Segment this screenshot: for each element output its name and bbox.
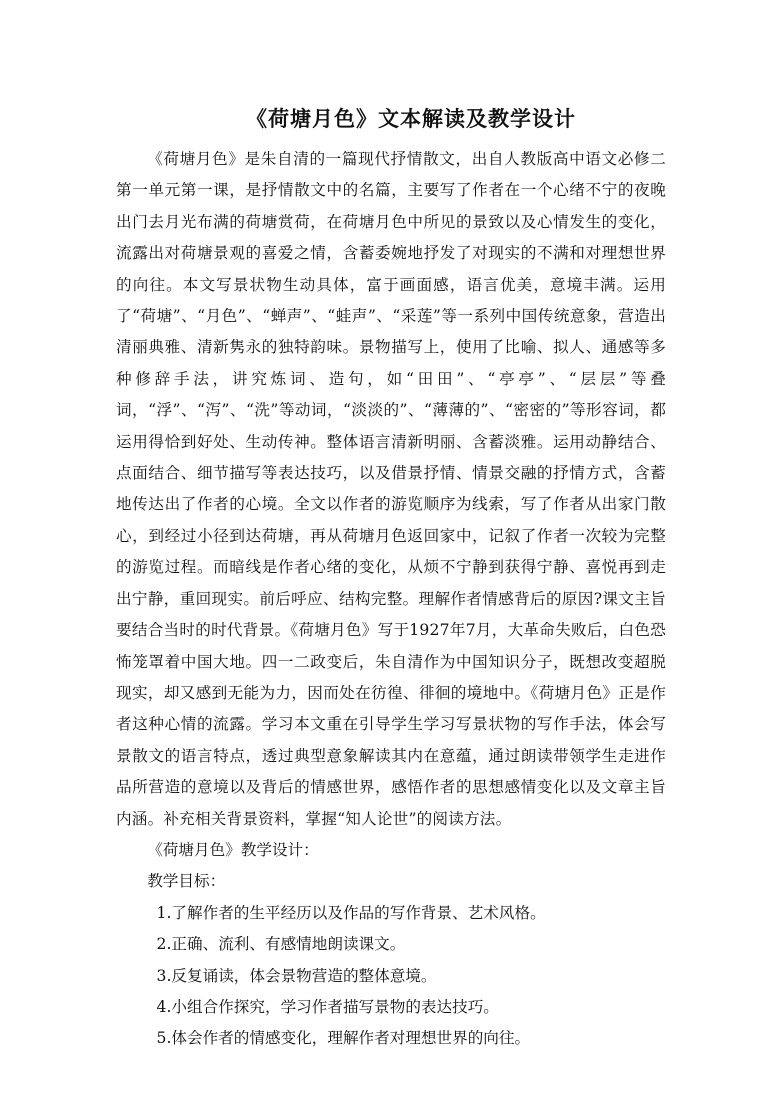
- document-title: 《荷塘月色》文本解读及教学设计: [246, 106, 576, 131]
- goal-item-2: 2.正确、流利、有感情地朗读课文。: [156, 935, 406, 954]
- design-heading: 《荷塘月色》教学设计：: [147, 840, 319, 859]
- goals-heading: 教学目标：: [147, 872, 226, 891]
- goal-item-4: 4.小组合作探究，学习作者描写景物的表达技巧。: [156, 997, 499, 1016]
- goal-item-3: 3.反复诵读，体会景物营造的整体意境。: [156, 966, 437, 985]
- body-paragraph: 《荷塘月色》是朱自清的一篇现代抒情散文，出自人教版高中语文必修二第一单元第一课，是抒情散文中的名篇，主要写了作者在一个心绪不宁的夜晚出门去月光布满的荷塘赏荷，在荷塘月色中所见的景致以及心情发生的变化，流露出对荷塘景观的喜爱之情，含蓄委婉地抒发了对现实的不满和对理想世界的向往。本文写景状物生动具体，富于画面感，语言优美，意境丰满。运用了“荷塘”、“月色”、“蝉声”、“蛙声”、“采莲”等一系列中国传统意象，营造出清丽典雅、清新隽永的独特韵味。景物描写上，使用了比喻、拟人、通感等多种修辞手法，讲究炼词、造句，如“田田”、“亭亭”、“层层”等叠词，“浮”、“泻”、“洗”等动词，“淡淡的”、“薄薄的”、“密密的”等形容词，都运用得恰到好处、生动传神。整体语言清新明丽、含蓄淡雅。运用动静结合、点面结合、细节描写等表达技巧，以及借景抒情、情景交融的抒情方式，含蓄地传达出了作者的心境。全文以作者的游览顺序为线索，写了作者从出家门散心，到经过小径到达荷塘，再从荷塘月色返回家中，记叙了作者一次较为完整的游览过程。而暗线是作者心绪的变化，从烦不宁静到获得宁静、喜悦再到走出宁静，重回现实。前后呼应、结构完整。理解作者情感背后的原因?课文主旨要结合当时的时代背景。《荷塘月色》写于1927年7月，大革命失败后，白色恐怖笼罩着中国大地。四一二政变后，朱自清作为中国知识分子，既想改变超脱现实，却又感到无能为力，因而处在彷徨、徘徊的境地中。《荷塘月色》正是作者这种心情的流露。学习本文重在引导学生学习写景状物的写作手法，体会写景散文的语言特点，透过典型意象解读其内在意蕴，通过朗读带领学生走进作品所营造的意境以及背后的情感世界，感悟作者的思想感情变化以及文章主旨内涵。补充相关背景资料，掌握“知人论世”的阅读方法。: [116, 150, 666, 828]
- document-page: [116, 96, 666, 1055]
- goal-item-5: 5.体会作者的情感变化，理解作者对理想世界的向往。: [156, 1029, 531, 1048]
- goal-item-1: 1.了解作者的生平经历以及作品的写作背景、艺术风格。: [156, 903, 546, 922]
